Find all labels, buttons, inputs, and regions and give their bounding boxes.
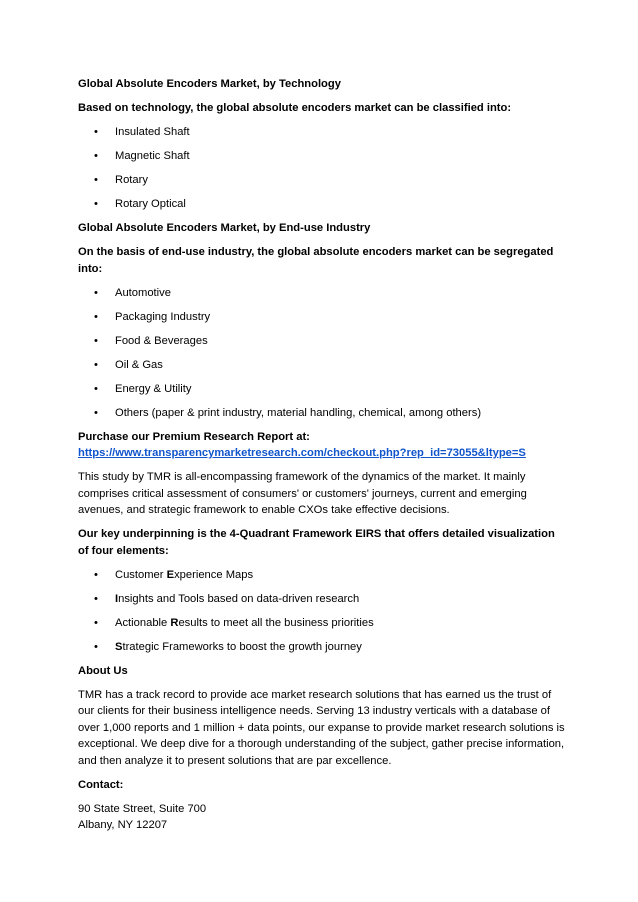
document-page [78,76,568,834]
framework-heading: Our key underpinning is the 4-Quadrant Framework EIRS that offers detailed visualization of four elements: [78,528,555,557]
about-paragraph: TMR has a track record to provide ace market research solutions that has earned us the trust of our clients for their business intelligence needs. Serving 13 industry verticals with a database of over 1,000 reports and 1 million + data points, our expanse to provide market research solutions is exceptional. We deep dive for a thorough understanding of the subject, gather precise information, and then analyze it to present solutions that are par excellence. [78,688,565,767]
bullet-icon: • [94,126,98,138]
technology-list [78,124,568,213]
bullet-icon: • [94,406,98,419]
study-paragraph: This study by TMR is all-encompassing framework of the dynamics of the market. It mainly comprises critical assessment of consumers' or customers' journeys, current and emerging avenues, and strategic framework to enable CXOs take effective decisions. [78,471,527,516]
enduse-list [78,285,568,422]
bullet-icon: • [94,640,98,653]
enduse-heading: Global Absolute Encoders Market, by End-use Industry [78,222,371,234]
list-item: • Packaging Industry [78,309,568,326]
address-line-2: Albany, NY 12207 [78,819,168,831]
list-item: • Insulated Shaft [78,124,568,141]
purchase-link[interactable]: https://www.transparencymarketresearch.com/checkout.php?rep_id=73055&ltype=S [78,447,526,459]
bullet-icon: • [94,286,98,299]
list-item: • Others (paper & print industry, material handling, chemical, among others) [78,405,568,422]
list-item: • Actionable Results to meet all the business priorities [78,615,568,632]
technology-intro: Based on technology, the global absolute encoders market can be classified into: [78,102,512,114]
list-item: • Rotary Optical [78,196,568,213]
purchase-label: Purchase our Premium Research Report at: [78,430,310,443]
bullet-icon: • [94,150,98,162]
bullet-icon: • [94,616,98,629]
list-item: • Customer Experience Maps [78,567,568,584]
list-item: • Strategic Frameworks to boost the growth journey [78,639,568,656]
contact-heading: Contact: [78,778,124,791]
technology-heading: Global Absolute Encoders Market, by Technology [78,78,341,90]
enduse-intro: On the basis of end-use industry, the global absolute encoders market can be segregated into: [78,246,554,275]
list-item: • Magnetic Shaft [78,148,568,165]
list-item: • Energy & Utility [78,381,568,398]
contact-address [78,801,568,834]
framework-list [78,567,568,656]
about-heading: About Us [78,664,128,677]
list-item: • Oil & Gas [78,357,568,374]
bullet-icon: • [94,334,98,347]
address-line-1: 90 State Street, Suite 700 [78,802,207,815]
list-item: • Automotive [78,285,568,302]
bullet-icon: • [94,358,98,371]
list-item: • Insights and Tools based on data-driven research [78,591,568,608]
purchase-block [78,429,568,462]
bullet-icon: • [94,568,98,581]
list-item: • Rotary [78,172,568,189]
bullet-icon: • [94,198,98,210]
bullet-icon: • [94,174,98,186]
bullet-icon: • [94,310,98,323]
list-item: • Food & Beverages [78,333,568,350]
bullet-icon: • [94,382,98,395]
bullet-icon: • [94,592,98,605]
